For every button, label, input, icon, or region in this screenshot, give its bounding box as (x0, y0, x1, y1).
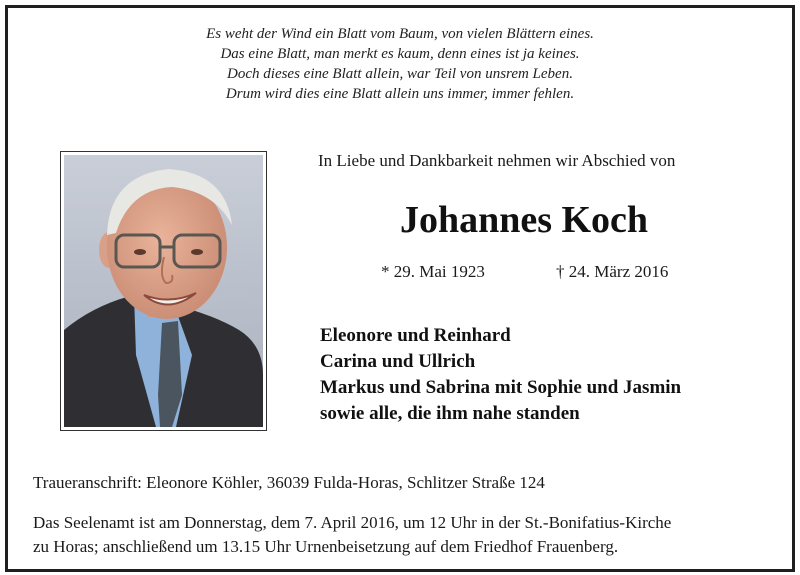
obituary-notice (5, 5, 795, 572)
mourners-list (320, 323, 681, 427)
deceased-name: Johannes Koch (399, 199, 649, 241)
service-line: zu Horas; anschließend um 13.15 Uhr Urnenbeisetzung auf dem Friedhof Frauenberg. (33, 537, 619, 556)
birth-date: * 29. Mai 1923 (381, 262, 485, 281)
service-info (33, 511, 671, 559)
mourner-line: Markus und Sabrina mit Sophie und Jasmin (320, 377, 682, 398)
farewell-intro: In Liebe und Dankbarkeit nehmen wir Abschied von (318, 151, 676, 170)
mourning-address: Traueranschrift: Eleonore Köhler, 36039 Fulda-Horas, Schlitzer Straße 124 (33, 473, 545, 492)
portrait-frame (60, 151, 267, 431)
mourner-line: Eleonore und Reinhard (320, 325, 511, 346)
memorial-poem (8, 24, 792, 104)
poem-line: Doch dieses eine Blatt allein, war Teil von unsrem Leben. (227, 66, 573, 82)
poem-line: Es weht der Wind ein Blatt vom Baum, von vielen Blättern eines. (206, 26, 594, 42)
mourner-line: sowie alle, die ihm nahe standen (320, 403, 580, 424)
poem-line: Drum wird dies eine Blatt allein uns immer, immer fehlen. (225, 86, 575, 102)
mourner-line: Carina und Ullrich (320, 351, 476, 372)
portrait-photo (64, 155, 263, 427)
poem-line: Das eine Blatt, man merkt es kaum, denn eines ist ja keines. (220, 46, 580, 62)
service-line: Das Seelenamt ist am Donnerstag, dem 7. April 2016, um 12 Uhr in der St.-Bonifatius-Kirche (33, 513, 672, 532)
death-date: † 24. März 2016 (556, 262, 669, 281)
